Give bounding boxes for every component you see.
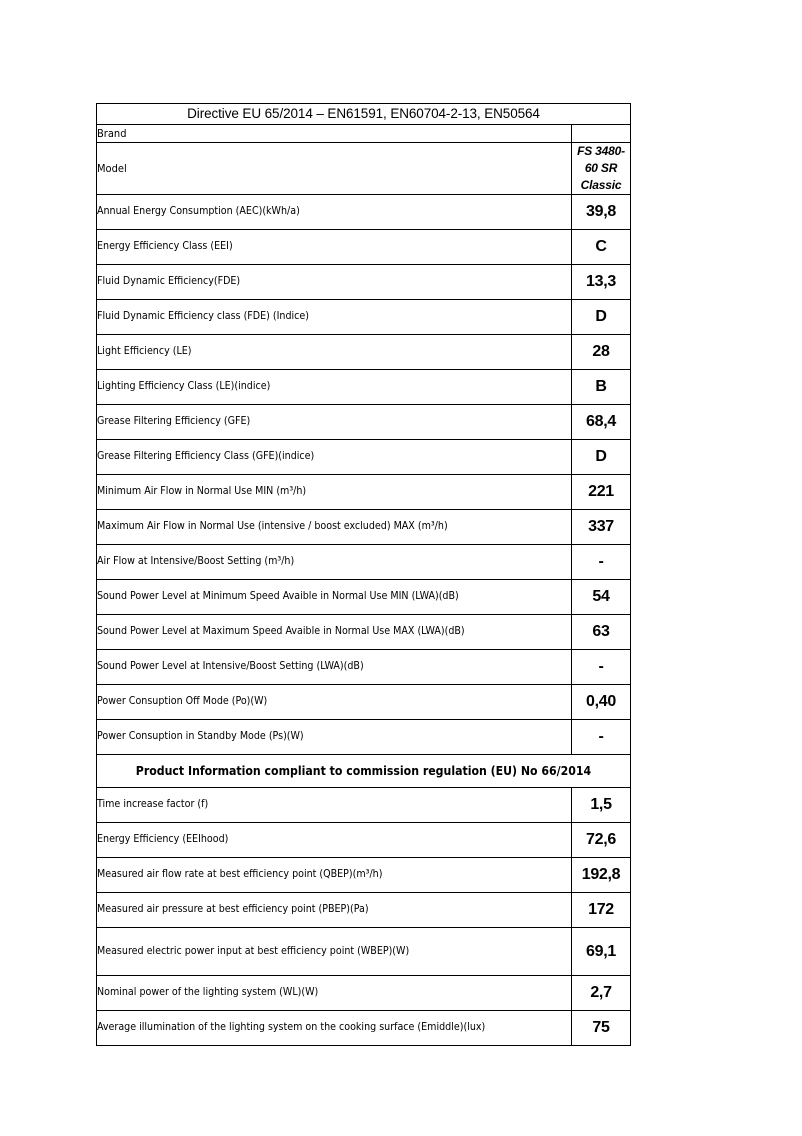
document-title: Directive EU 65/2014 – EN61591, EN60704-2-13, EN50564 — [97, 104, 631, 125]
table-row — [97, 685, 631, 720]
row-value: 72,6 — [572, 823, 631, 858]
table-row — [97, 440, 631, 475]
brand-label: Brand — [97, 125, 572, 143]
table-row — [97, 195, 631, 230]
row-label: Sound Power Level at Intensive/Boost Setting (LWA)(dB) — [97, 650, 572, 685]
row-value: 221 — [572, 475, 631, 510]
row-value: 192,8 — [572, 858, 631, 893]
row-label: Measured air flow rate at best efficiency point (QBEP)(m³/h) — [97, 858, 572, 893]
table-row — [97, 545, 631, 580]
row-label: Nominal power of the lighting system (WL)(W) — [97, 976, 572, 1011]
row-value: - — [572, 720, 631, 755]
table-row — [97, 976, 631, 1011]
table-row — [97, 580, 631, 615]
table-row — [97, 650, 631, 685]
row-value: 68,4 — [572, 405, 631, 440]
row-value: D — [572, 440, 631, 475]
table-row — [97, 928, 631, 976]
table-row — [97, 475, 631, 510]
row-label: Grease Filtering Efficiency Class (GFE)(indice) — [97, 440, 572, 475]
row-value: 39,8 — [572, 195, 631, 230]
row-label: Measured electric power input at best efficiency point (WBEP)(W) — [97, 928, 572, 976]
row-label: Annual Energy Consumption (AEC)(kWh/a) — [97, 195, 572, 230]
row-label: Lighting Efficiency Class (LE)(indice) — [97, 370, 572, 405]
row-label: Fluid Dynamic Efficiency(FDE) — [97, 265, 572, 300]
section-heading-row — [97, 755, 631, 788]
row-value: 75 — [572, 1011, 631, 1046]
row-value: 337 — [572, 510, 631, 545]
row-value: 13,3 — [572, 265, 631, 300]
table-row — [97, 1011, 631, 1046]
row-value: 69,1 — [572, 928, 631, 976]
row-value: 1,5 — [572, 788, 631, 823]
row-label: Time increase factor (f) — [97, 788, 572, 823]
section-heading: Product Information compliant to commission regulation (EU) No 66/2014 — [97, 755, 631, 788]
row-label: Light Efficiency (LE) — [97, 335, 572, 370]
row-label: Sound Power Level at Minimum Speed Avaible in Normal Use MIN (LWA)(dB) — [97, 580, 572, 615]
table-row — [97, 858, 631, 893]
row-label: Maximum Air Flow in Normal Use (intensive / boost excluded) MAX (m³/h) — [97, 510, 572, 545]
table-row — [97, 615, 631, 650]
brand-value — [572, 125, 631, 143]
row-value: 54 — [572, 580, 631, 615]
row-label: Minimum Air Flow in Normal Use MIN (m³/h) — [97, 475, 572, 510]
product-fiche-table — [96, 103, 631, 1046]
table-row — [97, 230, 631, 265]
table-row — [97, 510, 631, 545]
table-row — [97, 265, 631, 300]
table-row — [97, 335, 631, 370]
row-label: Energy Efficiency (EEIhood) — [97, 823, 572, 858]
row-label: Fluid Dynamic Efficiency class (FDE) (Indice) — [97, 300, 572, 335]
row-value: 2,7 — [572, 976, 631, 1011]
table-row — [97, 370, 631, 405]
row-label: Measured air pressure at best efficiency point (PBEP)(Pa) — [97, 893, 572, 928]
row-label: Power Consuption Off Mode (Po)(W) — [97, 685, 572, 720]
row-label: Average illumination of the lighting system on the cooking surface (Emiddle)(lux) — [97, 1011, 572, 1046]
row-value: B — [572, 370, 631, 405]
table-row — [97, 405, 631, 440]
model-row — [97, 143, 631, 195]
brand-row — [97, 125, 631, 143]
row-value: C — [572, 230, 631, 265]
row-value: - — [572, 545, 631, 580]
table-row — [97, 788, 631, 823]
table-row — [97, 720, 631, 755]
row-label: Air Flow at Intensive/Boost Setting (m³/h) — [97, 545, 572, 580]
model-label: Model — [97, 143, 572, 195]
table-row — [97, 823, 631, 858]
row-value: 28 — [572, 335, 631, 370]
row-label: Sound Power Level at Maximum Speed Avaible in Normal Use MAX (LWA)(dB) — [97, 615, 572, 650]
row-label: Energy Efficiency Class (EEI) — [97, 230, 572, 265]
model-value: FS 3480-60 SR Classic — [572, 143, 631, 195]
row-value: - — [572, 650, 631, 685]
row-label: Grease Filtering Efficiency (GFE) — [97, 405, 572, 440]
table-row — [97, 893, 631, 928]
row-value: 172 — [572, 893, 631, 928]
row-value: 0,40 — [572, 685, 631, 720]
table-title-row — [97, 104, 631, 125]
row-value: 63 — [572, 615, 631, 650]
fiche-body — [97, 104, 631, 1046]
table-row — [97, 300, 631, 335]
row-label: Power Consuption in Standby Mode (Ps)(W) — [97, 720, 572, 755]
row-value: D — [572, 300, 631, 335]
